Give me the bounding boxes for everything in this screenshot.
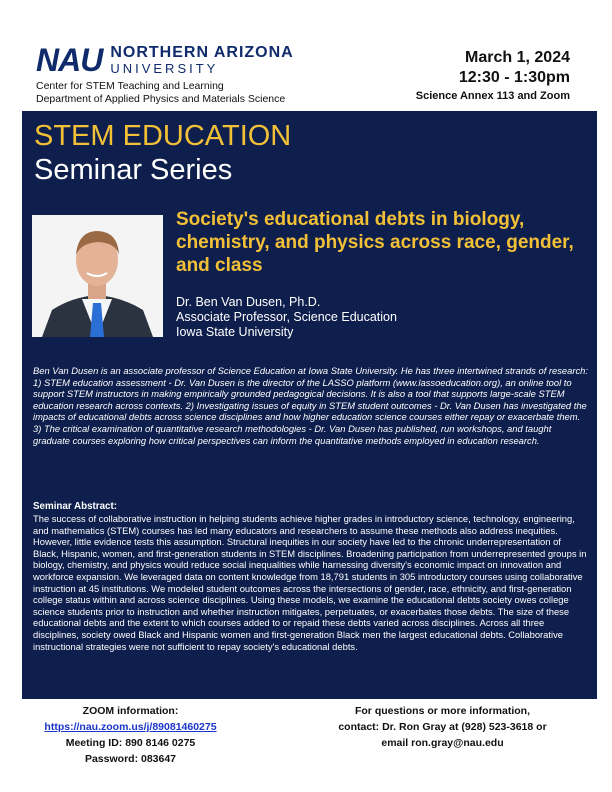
zoom-info [38, 703, 223, 767]
speaker-institution: Iowa State University [176, 325, 294, 339]
speaker-portrait-image [32, 215, 163, 337]
contact-line-2: contact: Dr. Ron Gray at (928) 523-3618 or [338, 721, 547, 733]
abstract-heading: Seminar Abstract: [33, 501, 118, 512]
speaker-name: Dr. Ben Van Dusen, Ph.D. [176, 295, 321, 309]
logo-wordmark [110, 45, 293, 75]
zoom-link[interactable]: https://nau.zoom.us/j/89081460275 [44, 721, 217, 733]
nau-logo [36, 44, 294, 76]
speaker-position: Associate Professor, Science Education [176, 310, 397, 324]
contact-info [300, 703, 585, 751]
talk-title: Society's educational debts in biology, chemistry, and physics across race, gender, and class [176, 209, 574, 276]
logo-mark: NAU [36, 42, 103, 78]
speaker-photo [32, 215, 163, 337]
event-location: Science Annex 113 and Zoom [415, 90, 570, 102]
zoom-heading: ZOOM information: [82, 705, 179, 717]
dept-line-1: Center for STEM Teaching and Learning [36, 80, 224, 92]
event-details [416, 48, 570, 103]
contact-line-1: For questions or more information, [354, 705, 530, 717]
seminar-panel [22, 111, 597, 699]
contact-line-3: email ron.gray@nau.edu [381, 737, 504, 749]
series-title-line-2: Seminar Series [34, 154, 233, 186]
header [0, 0, 612, 110]
logo-line-1: NORTHERN ARIZONA [110, 44, 294, 61]
event-date: March 1, 2024 [465, 49, 570, 66]
zoom-meeting-id: Meeting ID: 890 8146 0275 [65, 737, 196, 749]
dept-line-2: Department of Applied Physics and Materials Science [36, 93, 286, 105]
speaker-bio: Ben Van Dusen is an associate professor of Science Education at Iowa State University. He has three intertwined strands of research: 1) STEM education assessment - Dr. Van Dusen is the director of the LASSO platform (www.lassoeducation.org), an online tool to support STEM instructors in making empirically grounded pedagogical decisions. It is also a tool that supports large-scale STEM education research across contexts. 2) Investigating issues of equity in STEM student outcomes - Dr. Van Dusen has investigated the impacts of educational debts across science disciplines and how higher education science courses either repay or exacerbate them. 3) The critical examination of quantitative research methodologies - Dr. Van Dusen has published, run workshops, and taught graduate courses exploring how critical perspectives can inform the quantitative methods employed in education research. [33, 365, 588, 446]
abstract-body: The success of collaborative instruction in helping students achieve higher grades in introductory science, technology, engineering, and mathematics (STEM) courses has led many educators and researchers to assume these methods also address inequities. However, little evidence tests this assumption. Structural inequities in our society have led to the chronic underrepresentation of Black, Hispanic, women, and first-generation students in STEM disciplines. Broadening participation from underrepresented groups in biology, chemistry, and physics would reduce social inequalities while harnessing diversity's economic impact on innovation and workforce expansion. We leveraged data on content knowledge from 18,791 students in 305 introductory courses using collaborative instruction at 45 institutions. We modeled student outcomes across the intersections of gender, race, ethnicity, and first-generation college status within and across science disciplines. Using these models, we examine the educational debts society owes college science students prior to instruction and whether instruction mitigates, perpetuates, or exacerbates those debts. The size of these educational debts and the extent to which courses added to or repaid these debts varied across disciplines. Across all three disciplines, society owed Black and Hispanic women and first-generation Black men the largest educational debts. Collaborative instructional strategies were not sufficient to repay society's educational debts. [33, 513, 587, 652]
zoom-password: Password: 083647 [84, 753, 177, 765]
event-time: 12:30 - 1:30pm [458, 69, 570, 86]
speaker-info [176, 295, 397, 340]
logo-line-2: UNIVERSITY [110, 61, 219, 76]
series-title-line-1: STEM EDUCATION [34, 120, 292, 152]
department-info [36, 80, 285, 106]
